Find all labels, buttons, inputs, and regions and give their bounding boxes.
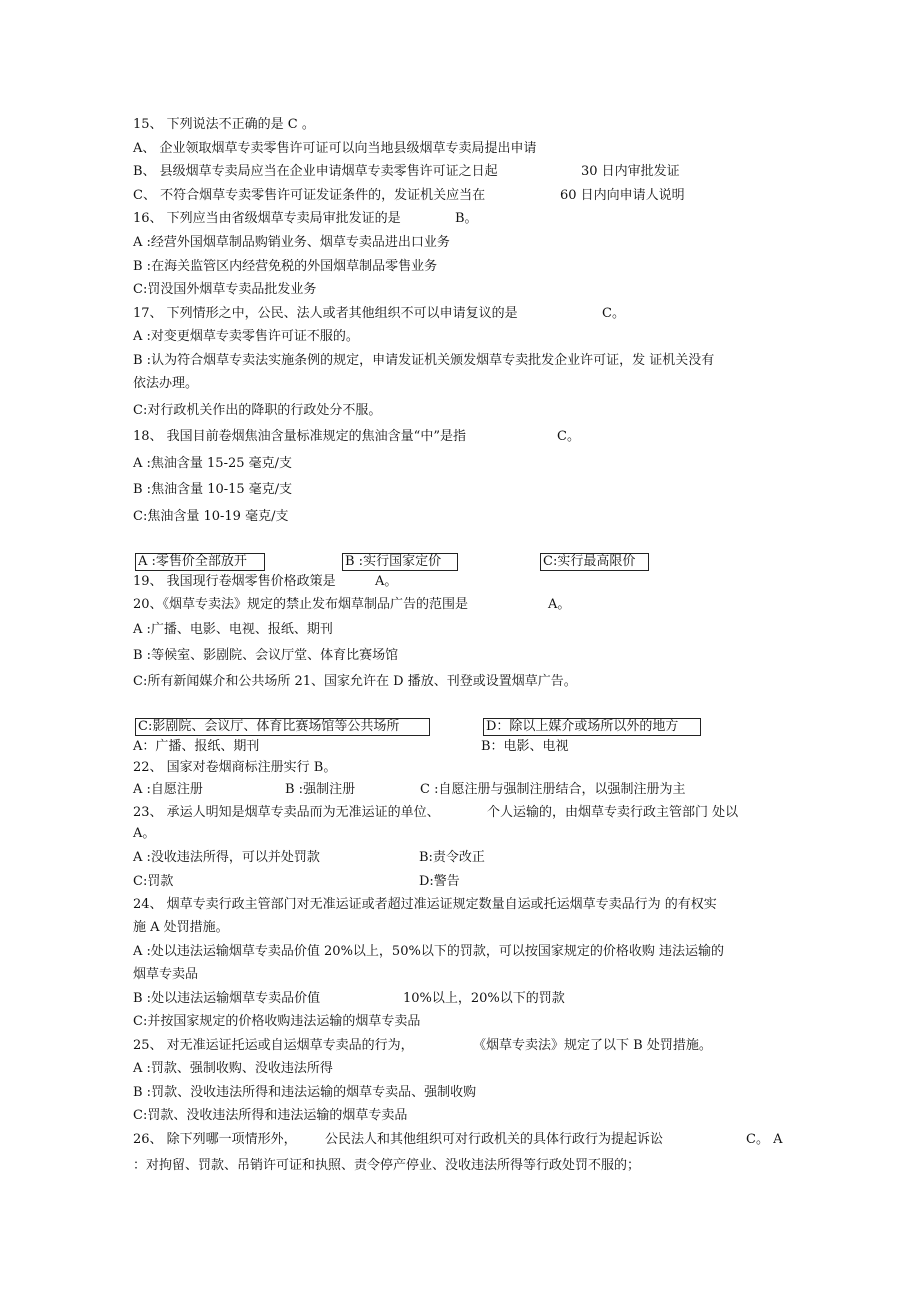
q17-option-b-line2: 依法办理。 xyxy=(133,376,199,391)
q20-option-b: B :等候室、影剧院、会议厅堂、体育比赛场馆 xyxy=(133,648,399,663)
q19-option-a-box: A :零售价全部放开 xyxy=(135,553,265,571)
q19-stem: 19、 我国现行卷烟零售价格政策是 xyxy=(133,574,336,589)
q16-answer: B。 xyxy=(455,211,478,226)
q23-option-b: B:责令改正 xyxy=(419,850,485,865)
q16-option-b: B :在海关监管区内经营免税的外国烟草制品零售业务 xyxy=(133,259,438,274)
q21-option-c-box: C:影剧院、会议厅、体育比赛场馆等公共场所 xyxy=(135,718,430,736)
q22-stem: 22、 国家对卷烟商标注册实行 B。 xyxy=(133,760,337,775)
q17-answer: C。 xyxy=(602,306,625,321)
q16-stem: 16、 下列应当由省级烟草专卖局审批发证的是 xyxy=(133,211,401,226)
q16-option-a: A :经营外国烟草制品购销业务、烟草专卖品进出口业务 xyxy=(133,235,450,250)
q17-option-b-line1: B :认为符合烟草专卖法实施条例的规定，申请发证机关颁发烟草专卖批发企业许可证，发 证机关没有 xyxy=(133,353,715,368)
q21-option-d-box: D：除以上媒介或场所以外的地方 xyxy=(483,718,701,736)
q24-option-c: C:并按国家规定的价格收购违法运输的烟草专卖品 xyxy=(133,1014,421,1029)
q20-option-c: C:所有新闻媒介和公共场所 21、国家允许在 D 播放、刊登或设置烟草广告。 xyxy=(133,674,577,689)
q26-stem-tail: C。 A xyxy=(746,1132,783,1147)
q24-option-a-line1: A :处以违法运输烟草专卖品价值 20%以上，50%以下的罚款，可以按国家规定的价格收购 违法运输的 xyxy=(133,944,724,959)
q17-option-c: C:对行政机关作出的降职的行政处分不服。 xyxy=(133,403,382,418)
q19-option-b-box: B :实行国家定价 xyxy=(342,553,458,571)
q23-stem-line2: A。 xyxy=(133,826,156,841)
q15-option-b-tail: 30 日内审批发证 xyxy=(581,164,680,179)
q17-option-a: A :对变更烟草专卖零售许可证不服的。 xyxy=(133,329,359,344)
q21-option-b: B：电影、电视 xyxy=(481,739,569,754)
q18-option-b: B :焦油含量 10-15 毫克/支 xyxy=(133,482,293,497)
q25-stem-tail: 《烟草专卖法》规定了以下 B 处罚措施。 xyxy=(473,1038,712,1053)
q22-option-c: C :自愿注册与强制注册结合，以强制注册为主 xyxy=(420,782,686,797)
q19-option-c-box: C:实行最高限价 xyxy=(540,553,649,571)
q20-answer: A。 xyxy=(548,597,571,612)
q22-option-b: B :强制注册 xyxy=(285,782,356,797)
q17-stem: 17、 下列情形之中，公民、法人或者其他组织不可以申请复议的是 xyxy=(133,306,518,321)
q18-option-a: A :焦油含量 15-25 毫克/支 xyxy=(133,456,293,471)
q26-option-a: ：对拘留、罚款、吊销许可证和执照、责令停产停业、没收违法所得等行政处罚不服的； xyxy=(133,1158,641,1173)
q22-option-a: A :自愿注册 xyxy=(133,782,203,797)
q23-option-a: A :没收违法所得，可以并处罚款 xyxy=(133,850,320,865)
q26-stem-mid: 公民法人和其他组织可对行政机关的具体行政行为提起诉讼 xyxy=(325,1132,664,1147)
q24-option-a-line2: 烟草专卖品 xyxy=(133,967,199,982)
q25-option-a: A :罚款、强制收购、没收违法所得 xyxy=(133,1061,333,1076)
q24-stem-line2: 施 A 处罚措施。 xyxy=(133,920,229,935)
q15-option-b: B、 县级烟草专卖局应当在企业申请烟草专卖零售许可证之日起 xyxy=(133,164,498,179)
q24-option-b: B :处以违法运输烟草专卖品价值 xyxy=(133,991,321,1006)
q15-option-c: C、 不符合烟草专卖零售许可证发证条件的，发证机关应当在 xyxy=(133,188,486,203)
q15-stem: 15、 下列说法不正确的是 C 。 xyxy=(133,117,315,132)
q20-option-a: A :广播、电影、电视、报纸、期刊 xyxy=(133,622,333,637)
q21-option-a: A：广播、报纸、期刊 xyxy=(133,739,260,754)
q26-stem: 26、 除下列哪一项情形外， xyxy=(133,1132,297,1147)
q15-option-a: A、 企业领取烟草专卖零售许可证可以向当地县级烟草专卖局提出申请 xyxy=(133,141,537,156)
q25-option-c: C:罚款、没收违法所得和违法运输的烟草专卖品 xyxy=(133,1108,408,1123)
q24-stem-line1: 24、 烟草专卖行政主管部门对无准运证或者超过准运证规定数量自运或托运烟草专卖品行为 的有权实 xyxy=(133,897,717,912)
q23-stem-line1-tail: 个人运输的，由烟草专卖行政主管部门 处以 xyxy=(487,805,739,820)
q23-option-d: D:警告 xyxy=(419,874,460,889)
q23-option-c: C:罚款 xyxy=(133,874,174,889)
q23-stem-line1: 23、 承运人明知是烟草专卖品而为无准运证的单位、 xyxy=(133,805,440,820)
q15-option-c-tail: 60 日内向申请人说明 xyxy=(560,188,685,203)
q18-stem: 18、 我国目前卷烟焦油含量标准规定的焦油含量“中”是指 xyxy=(133,429,466,444)
q20-stem: 20、《烟草专卖法》规定的禁止发布烟草制品广告的范围是 xyxy=(133,597,469,612)
q24-option-b-tail: 10%以上，20%以下的罚款 xyxy=(403,991,565,1006)
q18-option-c: C:焦油含量 10-19 毫克/支 xyxy=(133,509,289,524)
q25-stem: 25、 对无准运证托运或自运烟草专卖品的行为， xyxy=(133,1038,414,1053)
q19-answer: A。 xyxy=(375,574,398,589)
q18-answer: C。 xyxy=(557,429,580,444)
q16-option-c: C:罚没国外烟草专卖品批发业务 xyxy=(133,282,317,297)
q25-option-b: B :罚款、没收违法所得和违法运输的烟草专卖品、强制收购 xyxy=(133,1085,477,1100)
